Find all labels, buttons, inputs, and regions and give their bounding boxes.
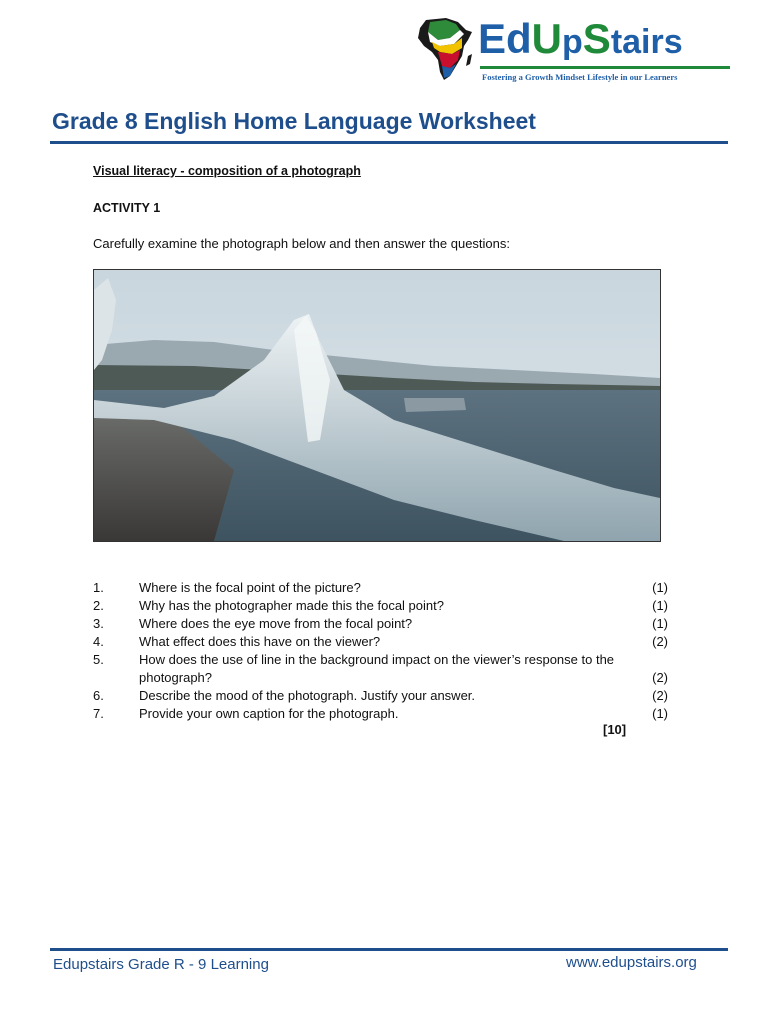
section-subheading: Visual literacy - composition of a photograph [93, 164, 361, 178]
question-number: 4. [93, 634, 104, 649]
question-text: Why has the photographer made this the focal point? [139, 598, 444, 613]
brand-name [478, 15, 683, 62]
question-mark: (2) [652, 634, 668, 649]
title-divider [50, 141, 728, 144]
question-number: 2. [93, 598, 104, 613]
question-mark: (2) [652, 670, 668, 685]
question-text: How does the use of line in the background impact on the viewer’s response to the [139, 652, 615, 667]
instruction-text: Carefully examine the photograph below and then answer the questions: [93, 236, 510, 251]
brand-part-s: S [582, 15, 611, 62]
africa-map-flag-icon [416, 16, 478, 82]
question-number: 1. [93, 580, 104, 595]
question-item [93, 651, 668, 669]
edupstairs-logo [416, 14, 732, 84]
question-number: 3. [93, 616, 104, 631]
brand-part-u: U [531, 15, 563, 62]
question-mark: (1) [652, 616, 668, 631]
question-number: 6. [93, 688, 104, 703]
questions-list [93, 579, 668, 723]
question-item [93, 615, 668, 633]
footer-brand-text: Edupstairs Grade R - 9 Learning [53, 956, 269, 973]
question-item [93, 633, 668, 651]
question-mark: (2) [652, 688, 668, 703]
worksheet-title: Grade 8 English Home Language Worksheet [52, 108, 536, 134]
logo-tagline: Fostering a Growth Mindset Lifestyle in our Learners [482, 72, 678, 82]
question-text: What effect does this have on the viewer? [139, 634, 381, 649]
question-text: Provide your own caption for the photograph. [139, 706, 399, 721]
question-number: 7. [93, 706, 104, 721]
photo-illustration [94, 270, 660, 541]
brand-part-tairs: tairs [610, 23, 683, 61]
question-mark: (1) [652, 580, 668, 595]
question-item-continued [93, 669, 668, 687]
question-item [93, 705, 668, 723]
question-mark: (1) [652, 706, 668, 721]
total-marks: [10] [603, 722, 627, 737]
logo-divider [480, 66, 730, 69]
footer-website-link[interactable]: www.edupstairs.org [566, 954, 697, 971]
question-text: Where is the focal point of the picture? [139, 580, 361, 595]
question-item [93, 597, 668, 615]
question-item [93, 579, 668, 597]
question-mark: (1) [652, 598, 668, 613]
frozen-lakeside-railing-photo [93, 269, 661, 542]
question-text: Where does the eye move from the focal point? [139, 616, 413, 631]
brand-part-ed: Ed [478, 15, 532, 62]
question-text-continued: photograph? [139, 670, 213, 685]
question-item [93, 687, 668, 705]
footer-divider [50, 948, 728, 951]
question-text: Describe the mood of the photograph. Justify your answer. [139, 688, 476, 703]
activity-heading: ACTIVITY 1 [93, 201, 161, 215]
brand-part-p: p [562, 23, 583, 61]
question-number: 5. [93, 652, 104, 667]
